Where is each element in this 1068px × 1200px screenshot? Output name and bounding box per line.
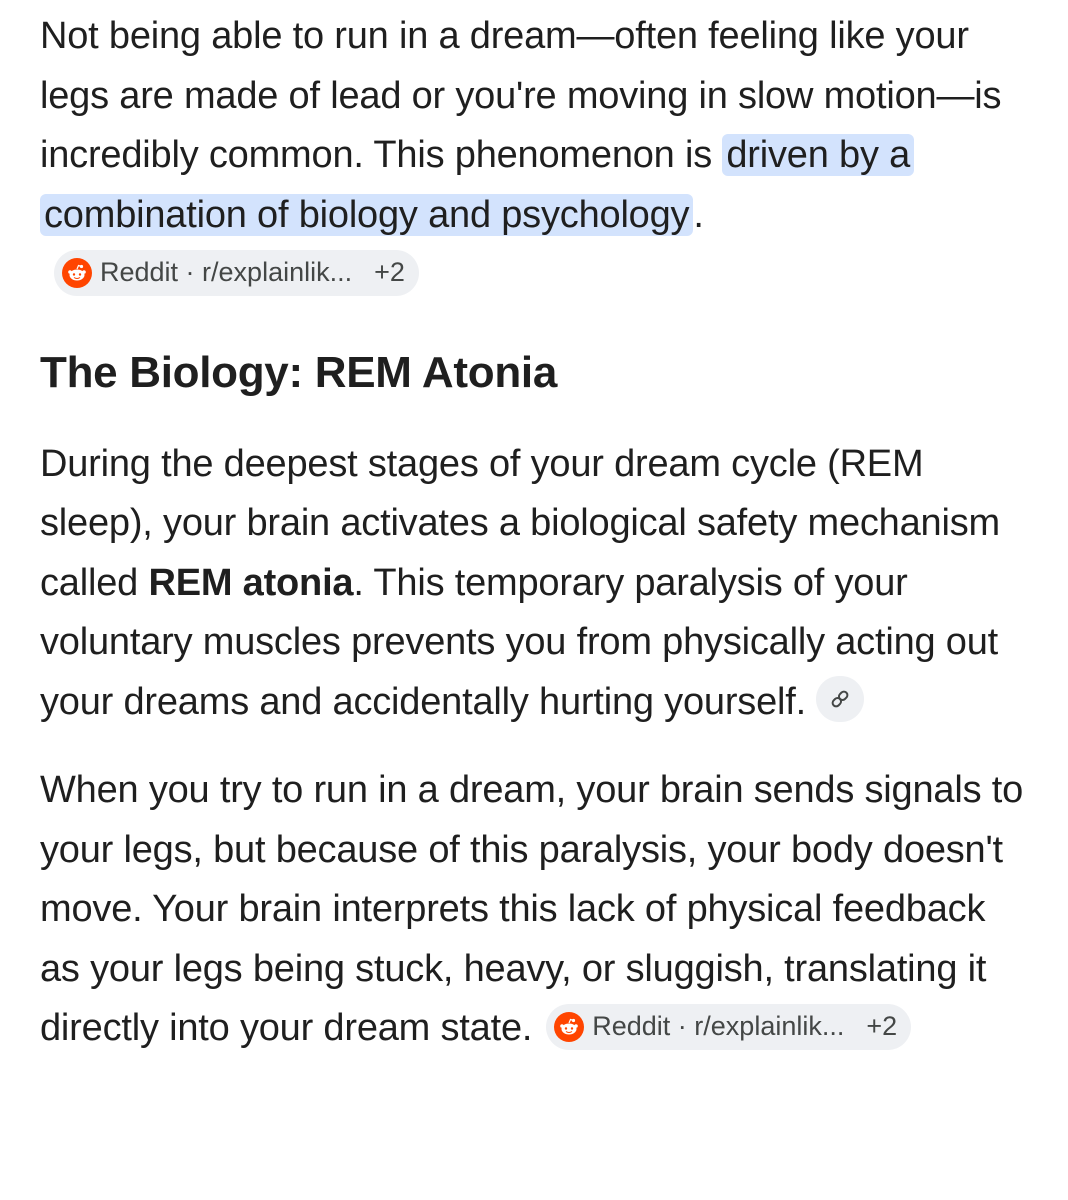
- intro-text-end: .: [693, 193, 704, 236]
- citation-more-count: +2: [374, 257, 405, 288]
- reddit-icon: [62, 258, 92, 288]
- biology-paragraph: [40, 403, 1028, 733]
- intro-paragraph: [40, 0, 1028, 305]
- intro-text: Not being able to run in a dream—often feeling like your legs are made of lead or you're moving in slow motion—is incredibly common. This phenomenon is: [40, 15, 1002, 176]
- citation-source-label: Reddit · r/explainlik...: [592, 1011, 845, 1042]
- highlighted-phrase[interactable]: driven by a combination of biology and psychology: [40, 134, 914, 236]
- citation-chip-reddit[interactable]: [546, 1004, 911, 1050]
- citation-chip-reddit[interactable]: [54, 250, 419, 296]
- bold-term: REM atonia: [148, 561, 354, 604]
- biology-text: During the deepest stages of your dream cycle (REM sleep), your brain activates a biological safety mechanism called: [40, 442, 1000, 604]
- signal-paragraph: [40, 732, 1028, 1059]
- biology-text-end: . This temporary paralysis of your voluntary muscles prevents you from physically acting out your dreams and accidentally hurting yourself.: [40, 561, 999, 723]
- citation-more-count: +2: [866, 1011, 898, 1042]
- reddit-icon: [554, 1012, 584, 1042]
- section-heading: The Biology: REM Atonia: [40, 347, 557, 397]
- citation-source-label: Reddit · r/explainlik...: [100, 257, 353, 288]
- signal-text: When you try to run in a dream, your brain sends signals to your legs, but because of this paralysis, your body doesn't move. Your brain interprets this lack of physical feedback as your legs being stuck, heavy, or sluggish, translating it directly into your dream state.: [40, 769, 1024, 1049]
- link-chip[interactable]: [816, 676, 864, 722]
- link-icon: [828, 670, 852, 730]
